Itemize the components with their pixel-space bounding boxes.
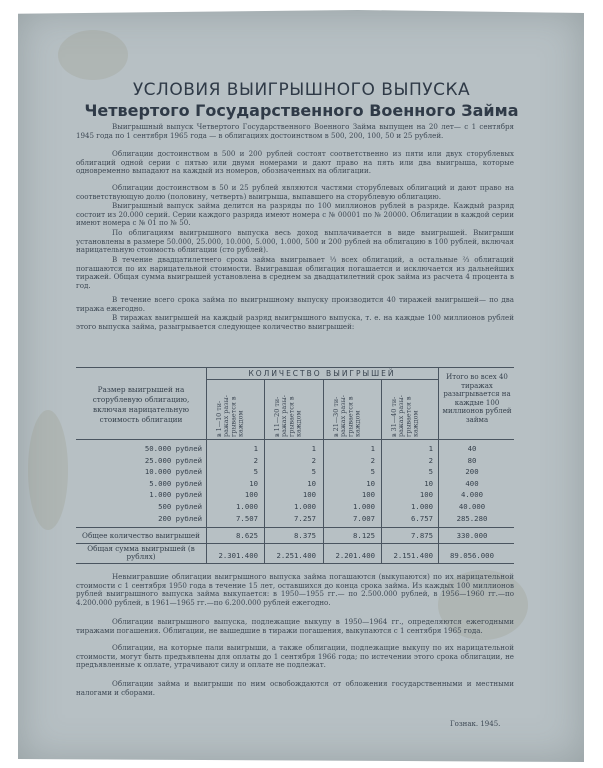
table-rule (323, 379, 324, 563)
column-header: в 21—30 ти- ражах разы- грывается в каждом (332, 395, 362, 437)
table-cell: 7.007 (353, 513, 375, 523)
table-cell: 200 (465, 467, 479, 477)
table-rule (76, 563, 514, 564)
closing-paragraph: Невыигравшие облигации выигрышного выпуска займа погашаются (выкупаются) по их нарицательной стоимости с 1 сентября 1950 года в течение 15 лет, оставшихся до конца срока займа. Из каждых 100 миллионов рублей выигрышного выпуска займа выкупается: в 1950—1955 гг.— по 2.500.000 рублей, в 1956—1960 гг.—по 4.200.000 рублей, в 1961—1965 гг.—по 6.200.000 рублей ежегодно. (76, 572, 514, 607)
row-label: 200 рублей (158, 513, 202, 523)
intro-paragraph: В течение всего срока займа по выигрышному выпуску производится 40 тиражей выигрышей— по два тиража ежегодно. (76, 295, 514, 313)
row-header: Размер выигрышей на сторублевую облигацию, включая нарицательную стоимость облигации (92, 385, 190, 424)
table-cell: 2.251.400 (276, 551, 316, 560)
column-header: Итого во всех 40 тиражах разыгрывается на каждые 100 миллионов рублей займа (442, 373, 512, 424)
table-cell: 1.000 (236, 502, 258, 511)
closing-paragraph: Облигации, на которые пали выигрыши, а также облигации, подлежащие выкупу по их нарицательной стоимости, могут быть предъявлены для оплаты до 1 сентября 1966 года; по истечении этого срока облигации, не предъявленные к оплате, утрачивают силу и оплате не подлежат. (76, 643, 514, 670)
table-rule (76, 367, 514, 368)
table-cell: 80 (467, 455, 477, 465)
table-cell: 7.875 (411, 531, 433, 540)
table-cell: 100 (302, 490, 316, 500)
table-rule (206, 367, 207, 563)
table-rule (381, 379, 382, 563)
table-cell: 1.000 (294, 502, 316, 511)
table-cell: 100 (244, 490, 258, 500)
table-cell: 1 (253, 444, 258, 453)
total-sum-label: Общая сумма выигрышей (в рублях) (87, 544, 195, 562)
table-cell: 1.000 (411, 502, 433, 511)
winnings-table (76, 367, 514, 563)
intro-paragraph: В течение двадцатилетнего срока займа выигрывает ⅓ всех облигаций, а остальные ⅔ облигаций погашаются по их нарицательной стоимости. Выигравшая облигация погашается и исключается из дальнейших тиражей. Общая сумма выигрышей установлена в среднем за двадцатилетний срок займа из расчета 4 процента в год. (76, 255, 514, 290)
intro-paragraph: Выигрышный выпуск займа делится на разряды по 100 миллионов рублей в разряде. Каждый разряд состоит из 20.000 серий. Серии каждого разряда имеют номера с № 00001 по № 20000. Облигации в каждой серии имеют номера с № 01 по № 50. (76, 201, 514, 228)
paper-stain (58, 30, 128, 80)
table-rule (264, 379, 265, 563)
intro-paragraph: В тиражах выигрышей на каждый разряд выигрышного выпуска, т. е. на каждые 100 миллионов рублей этого выпуска займа, разыгрывается следующее количество выигрышей: (76, 313, 514, 331)
table-cell: 7.257 (294, 513, 316, 523)
table-cell: 1 (311, 444, 316, 453)
table-cell: 1 (428, 444, 433, 453)
table-cell: 5 (370, 467, 375, 477)
total-count-label: Общее количество выигрышей (82, 531, 200, 540)
paper-stain (28, 410, 68, 530)
table-cell: 4.000 (461, 490, 483, 500)
table-cell: 1 (370, 444, 375, 453)
column-header: в 1—10 ти- ражах разы- грывается в каждом (215, 395, 245, 437)
document-subtitle: Четвертого Государственного Военного Займа (84, 101, 519, 120)
table-cell: 7.507 (236, 513, 258, 523)
table-rule (438, 367, 439, 563)
table-cell: 2.201.400 (335, 551, 375, 560)
closing-paragraph: Облигации выигрышного выпуска, подлежащие выкупу в 1950—1964 гг., определяются ежегодными тиражами погашения. Облигации, не вышедшие в тиражи погашения, выкупаются с 1 сентября 1965 года. (76, 617, 514, 635)
table-cell: 2 (428, 455, 433, 465)
table-cell: 10 (249, 478, 258, 488)
table-cell: 2 (253, 455, 258, 465)
table-cell: 330.000 (456, 531, 488, 540)
table-cell: 2 (311, 455, 316, 465)
table-cell: 40 (467, 444, 477, 453)
table-cell: 89.056.000 (450, 551, 494, 560)
table-rule (206, 379, 438, 380)
table-cell: 8.375 (294, 531, 316, 540)
table-cell: 10 (366, 478, 375, 488)
column-header: в 31—40 ти- ражах разы- грывается в каждом (390, 395, 420, 437)
table-cell: 2 (370, 455, 375, 465)
table-cell: 5 (428, 467, 433, 477)
column-header: в 11—20 ти- ражах разы- грывается в каждом (273, 395, 303, 437)
closing-paragraph: Облигации займа и выигрыши по ним освобождаются от обложения государственными и местными налогами и сборами. (76, 679, 514, 697)
row-label: 50.000 рублей (144, 444, 202, 453)
table-cell: 285.280 (456, 513, 488, 523)
row-label: 500 рублей (158, 502, 202, 511)
intro-paragraph: Облигации достоинством в 500 и 200 рублей состоят соответственно из пяти или двух сторублевых облигаций одной серии с пятью или двумя номерами и дают право на пять или два выигрыша, которые одновременно выпадают на каждый из номеров, обозначенных на облигации. (76, 149, 514, 176)
table-cell: 10 (307, 478, 316, 488)
table-cell: 1.000 (353, 502, 375, 511)
intro-paragraph: Облигации достоинством в 50 и 25 рублей являются частями сторублевых облигаций и дают право на соответствующую долю (половину, четверть) выигрыша, выпавшего на сторублевую облигацию. (76, 183, 514, 201)
row-label: 1.000 рублей (149, 490, 202, 500)
table-cell: 100 (419, 490, 433, 500)
intro-paragraph: По облигациям выигрышного выпуска весь доход выплачивается в виде выигрышей. Выигрыши установлены в размере 50.000, 25.000, 10.000, 5.000, 1.000, 500 и 200 рублей на облигацию в 100 рублей, включая нарицательную стоимость облигации (сто рублей). (76, 228, 514, 255)
document-title: УСЛОВИЯ ВЫИГРЫШНОГО ВЫПУСКА (132, 80, 471, 100)
table-rule (76, 439, 514, 440)
table-cell: 8.625 (236, 531, 258, 540)
group-header: КОЛИЧЕСТВО ВЫИГРЫШЕЙ (248, 369, 396, 378)
row-label: 5.000 рублей (149, 478, 202, 488)
table-cell: 2.151.400 (393, 551, 433, 560)
table-cell: 40.000 (458, 502, 486, 511)
table-cell: 2.301.400 (218, 551, 258, 560)
table-cell: 8.125 (353, 531, 375, 540)
table-rule (76, 527, 514, 528)
printer-mark: Гознак. 1945. (450, 720, 501, 728)
table-cell: 6.757 (411, 513, 433, 523)
table-cell: 5 (253, 467, 258, 477)
intro-paragraph: Выигрышный выпуск Четвертого Государственного Военного Займа выпущен на 20 лет— с 1 сентября 1945 года по 1 сентября 1965 года — в облигациях достоинством в 500, 200, 100, 50 и 25 рублей. (76, 122, 514, 140)
table-cell: 10 (424, 478, 433, 488)
table-cell: 100 (361, 490, 375, 500)
table-cell: 400 (465, 478, 479, 488)
row-label: 25.000 рублей (144, 455, 202, 465)
row-label: 10.000 рублей (144, 467, 202, 477)
table-cell: 5 (311, 467, 316, 477)
